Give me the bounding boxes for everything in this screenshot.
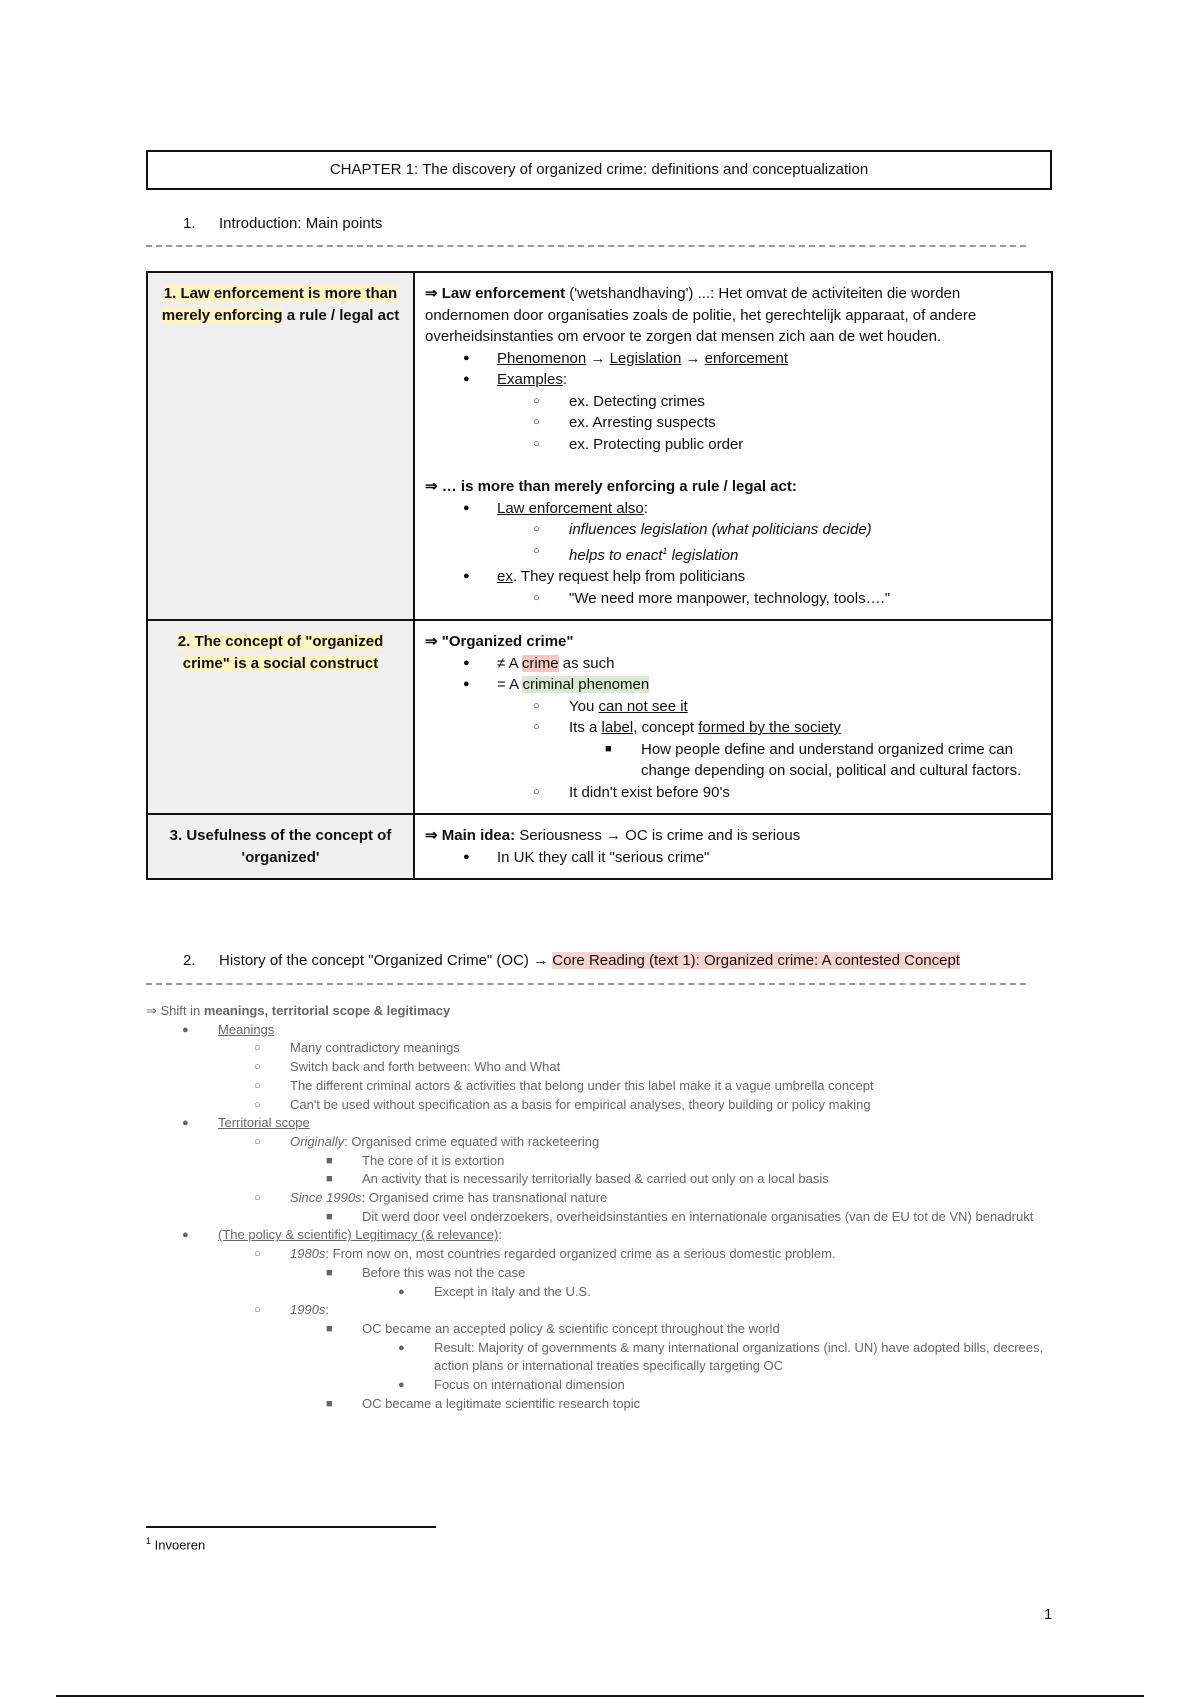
influences-b: legislation (what politicians decide) (640, 521, 872, 538)
list-item (146, 1152, 1046, 1171)
footnote-separator (146, 1526, 436, 1528)
y1990-i: 1990s (290, 1302, 326, 1318)
oc-title: "Organized crime" (441, 633, 574, 650)
list-item (146, 1170, 1046, 1189)
arrow-icon: ⇒ (425, 285, 438, 302)
section1-number: 1. (183, 215, 196, 232)
bullet-icon: ● (463, 656, 470, 669)
spacer (425, 455, 1041, 476)
list-item (146, 1376, 1046, 1395)
chapter-title-box (146, 150, 1052, 190)
circle-bullet-icon: ○ (533, 437, 540, 450)
circle-bullet-icon: ○ (533, 785, 540, 798)
cannot-a: You (569, 697, 599, 715)
bullet-icon: ● (398, 1379, 405, 1392)
meanings-item: Many contradictory meanings (290, 1040, 460, 1056)
list-item (146, 1320, 1046, 1339)
bullet-icon: ● (182, 1023, 189, 1036)
main-idea-line (425, 825, 1041, 847)
list-item (146, 1114, 1046, 1133)
orig-i: Originally (290, 1133, 345, 1149)
uk: In UK they call it "serious crime" (497, 848, 710, 866)
row3-label (147, 814, 414, 879)
orig-rest: : Organised crime equated with racketeering (344, 1133, 600, 1149)
square-bullet-icon: ■ (326, 1210, 333, 1223)
ex-label: ex (497, 568, 513, 585)
row2-label (147, 620, 414, 814)
row1-label-text-a: 1. Law enforcement is more than merely enforcing (161, 285, 398, 324)
section1-divider (146, 245, 1026, 247)
list-item: ● (The policy & scientific) Legitimacy (& relevance): (146, 1226, 1046, 1245)
bullet-icon: ● (463, 850, 470, 863)
shift-b: meanings, territorial scope & legitimacy (203, 1003, 451, 1018)
circle-bullet-icon: ○ (254, 1098, 261, 1111)
meanings-item: The different criminal actors & activities that belong under this label make it a vague umbrella concept (290, 1077, 874, 1093)
label-b: label (601, 719, 634, 736)
circle-bullet-icon: ○ (533, 416, 540, 428)
neq-a: ≠ A (497, 654, 522, 672)
meanings-item: Can't be used without specification as a basis for empirical analyses, theory building or policy making (290, 1096, 871, 1112)
chain-a: Phenomenon (497, 349, 587, 367)
bullet-icon: ● (463, 501, 470, 514)
list-item: ● Phenomenon → Legislation → enforcement (425, 348, 1041, 370)
square-bullet-icon: ■ (326, 1154, 333, 1167)
example-item: ex. Arresting suspects (569, 414, 716, 431)
since-item: Dit werd door veel onderzoekers, overheidsinstanties en internationale organisaties (van de EU tot de VN) benadrukt (362, 1208, 1034, 1224)
row3-content (414, 814, 1052, 879)
neq-b: crime (521, 654, 559, 672)
example-item: ex. Detecting crimes (569, 392, 705, 410)
circle-bullet-icon: ○ (533, 523, 540, 535)
cannot-b: can not see it (598, 697, 688, 715)
main-idea-rest: Seriousness → OC is crime and is serious (515, 827, 801, 844)
list-item (425, 412, 1041, 434)
list-item: ● Law enforcement also: (425, 498, 1041, 520)
list-item (425, 588, 1041, 610)
circle-bullet-icon: ○ (533, 721, 540, 733)
list-item (425, 674, 1041, 696)
helps: helps to enact (569, 546, 663, 564)
row2-label-text-b: is a social construct (229, 654, 379, 672)
footnote-number: 1 (146, 1536, 152, 1546)
section2-number: 2. (183, 952, 196, 969)
section2-heading (183, 952, 960, 969)
list-item (425, 847, 1041, 869)
list-item (146, 1096, 1046, 1115)
row2-label-text-a: 2. The concept of "organized crime" (177, 633, 384, 672)
section2-title: History of the concept "Organized Crime" (OC) → (219, 952, 553, 969)
table-row (147, 814, 1052, 879)
bullet-icon: ● (463, 373, 470, 385)
list-item (146, 1339, 1046, 1376)
since-i: Since 1990s (290, 1190, 362, 1206)
bullet-icon: ● (463, 351, 470, 364)
footnote-text: Invoeren (151, 1537, 206, 1553)
list-item (146, 1208, 1046, 1227)
list-item: ● Examples: (425, 369, 1041, 391)
arrow-icon: ⇒ (425, 827, 438, 844)
list-item (146, 1133, 1046, 1152)
quote: "We need more manpower, technology, tools…." (569, 589, 891, 607)
row3-label-text-a: 3. Usefulness of the concept of (169, 827, 392, 844)
section1-title: Introduction: Main points (219, 215, 383, 232)
list-item (146, 1301, 1046, 1320)
square-bullet-icon: ■ (326, 1397, 333, 1410)
territorial: Territorial scope (218, 1115, 310, 1131)
chain-c: enforcement (704, 349, 789, 367)
since-rest: : Organised crime has transnational nature (361, 1190, 608, 1206)
page-number: 1 (1044, 1606, 1053, 1623)
bullet-icon: ● (182, 1117, 189, 1130)
square-bullet-icon: ■ (326, 1173, 333, 1186)
arrow-icon: ⇒ (425, 633, 438, 650)
list-item (425, 739, 1041, 782)
square-bullet-icon: ■ (605, 742, 612, 755)
before: Before this was not the case (362, 1264, 526, 1280)
row1-label-text-b: a rule / legal act (282, 306, 400, 324)
eq-a: = A (497, 676, 523, 693)
section2-title-highlight: Core Reading (text 1): Organized crime: A contested Concept (552, 952, 960, 969)
row2-content (414, 620, 1052, 814)
eq-b: criminal phenomen (522, 676, 650, 693)
row3-label-text-b: 'organized' (241, 848, 320, 866)
list-item (146, 1077, 1046, 1096)
helps-b: legislation (667, 546, 739, 564)
orig-item: The core of it is extortion (362, 1152, 505, 1168)
table-row (147, 272, 1052, 620)
define: How people define and understand organized crime can change depending on social, political and cultural factors. (641, 740, 1022, 779)
circle-bullet-icon: ○ (254, 1304, 261, 1317)
list-item (425, 519, 1041, 541)
section2-body (146, 1002, 1046, 1413)
circle-bullet-icon: ○ (254, 1079, 261, 1092)
more-than-text: … is more than merely enforcing a rule / legal act: (441, 478, 797, 495)
neq-c: as such (558, 654, 615, 672)
row1-lead (425, 283, 1041, 348)
list-item (425, 566, 1041, 588)
page-bottom-rule (56, 1695, 1144, 1697)
bullet-icon: ● (463, 570, 470, 582)
shift-line: ⇒ Shift in meanings, territorial scope & legitimacy (146, 1003, 451, 1018)
circle-bullet-icon: ○ (254, 1135, 261, 1148)
list-item (146, 1283, 1046, 1302)
section1-heading (183, 215, 382, 232)
y1990-rest: : (325, 1302, 330, 1318)
list-item (146, 1395, 1046, 1414)
label-c: , concept (633, 719, 699, 736)
circle-bullet-icon: ○ (254, 1248, 261, 1261)
list-item (146, 1058, 1046, 1077)
list-item (425, 541, 1041, 567)
list-item (146, 1264, 1046, 1283)
more-than-line (425, 476, 1041, 498)
chain-arrow: → (586, 349, 610, 367)
list-item (146, 1039, 1046, 1058)
meanings: Meanings (218, 1021, 275, 1037)
lead-rest: ('wetshandhaving') ...: Het omvat de activiteiten die worden ondernomen door organisaties zoals de politie, het gerechtelijk apparaat, of andere overheidsinstanties om ervoor te zorgen dat mensen zich aan de wet houden. (425, 285, 977, 345)
circle-bullet-icon: ○ (254, 1042, 261, 1055)
square-bullet-icon: ■ (326, 1266, 333, 1279)
list-item (425, 434, 1041, 456)
square-bullet-icon: ■ (326, 1322, 333, 1335)
list-item (146, 1245, 1046, 1264)
example-item: ex. Protecting public order (569, 435, 744, 453)
y1980-rest: : From now on, most countries regarded organized crime as a serious domestic problem. (325, 1246, 836, 1262)
circle-bullet-icon: ○ (533, 699, 540, 712)
footnote-ref[interactable]: 1 (662, 545, 668, 556)
chapter-title: CHAPTER 1: The discovery of organized crime: definitions and conceptualization (329, 161, 869, 178)
section2-divider (146, 983, 1026, 985)
focus: Focus on international dimension (434, 1377, 625, 1393)
main-points-table (146, 271, 1053, 880)
before90: It didn't exist before 90's (569, 783, 730, 801)
ex-text: . They request help from politicians (512, 568, 746, 585)
circle-bullet-icon: ○ (254, 1192, 261, 1205)
bullet-icon: ● (398, 1285, 405, 1298)
shift-a: Shift in (160, 1003, 204, 1018)
bullet-icon: ● (182, 1229, 189, 1242)
label-a: Its a (569, 719, 602, 736)
legit-topic: OC became a legitimate scientific research topic (362, 1395, 641, 1411)
list-item (425, 782, 1041, 804)
list-item (425, 653, 1041, 675)
bullet-icon: ● (398, 1341, 405, 1354)
label-d: formed by the society (698, 719, 841, 736)
accepted: OC became an accepted policy & scientific concept throughout the world (362, 1320, 780, 1336)
oc-title-line (425, 631, 1041, 653)
row1-label (147, 272, 414, 620)
lead-bold: Law enforcement (441, 285, 566, 302)
orig-item: An activity that is necessarily territorially based & carried out only on a local basis (362, 1171, 829, 1187)
y1980-i: 1980s (290, 1246, 326, 1262)
influences-a: influences (569, 521, 641, 538)
circle-bullet-icon: ○ (533, 591, 540, 604)
circle-bullet-icon: ○ (254, 1061, 261, 1074)
result: Result: Majority of governments & many international organizations (incl. UN) have adopted bills, decrees, action plans or international treaties specifically targeting OC (434, 1339, 1044, 1374)
chain-b: Legislation (609, 349, 682, 367)
main-idea-bold: Main idea: (441, 827, 516, 844)
table-row (147, 620, 1052, 814)
list-item (146, 1021, 1046, 1040)
list-item (425, 696, 1041, 718)
le-also: Law enforcement also (497, 499, 644, 517)
legit: (The policy & scientific) Legitimacy (& relevance) (218, 1227, 499, 1243)
list-item (425, 717, 1041, 739)
arrow-icon: ⇒ (425, 478, 438, 495)
examples-label: Examples (497, 371, 563, 388)
meanings-item: Switch back and forth between: Who and What (290, 1059, 561, 1075)
except: Except in Italy and the U.S. (434, 1283, 591, 1299)
bullet-icon: ● (463, 678, 470, 690)
list-item (425, 391, 1041, 413)
list-item (146, 1189, 1046, 1208)
row1-content (414, 272, 1052, 620)
footnote (146, 1536, 205, 1552)
circle-bullet-icon: ○ (533, 394, 540, 407)
circle-bullet-icon: ○ (533, 544, 540, 557)
